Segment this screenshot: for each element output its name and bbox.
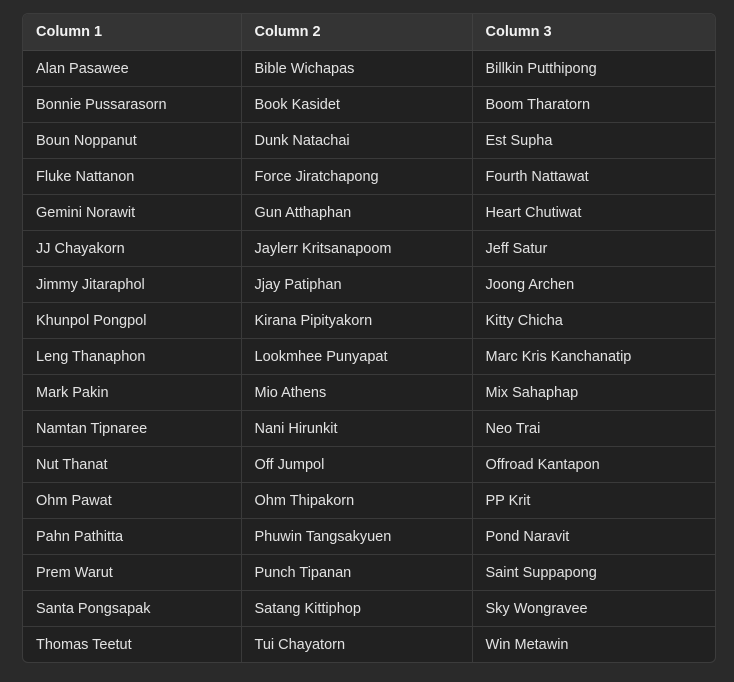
table-cell: Kitty Chicha — [472, 303, 715, 339]
table-cell: Jjay Patiphan — [241, 267, 472, 303]
table-cell: Phuwin Tangsakyuen — [241, 519, 472, 555]
table-cell: Kirana Pipityakorn — [241, 303, 472, 339]
table-cell: Offroad Kantapon — [472, 447, 715, 483]
table-header — [23, 14, 715, 51]
table-row — [23, 375, 715, 411]
table-cell: Satang Kittiphop — [241, 591, 472, 627]
table-cell: Neo Trai — [472, 411, 715, 447]
table-cell: Bonnie Pussarasorn — [23, 87, 241, 123]
table-cell: PP Krit — [472, 483, 715, 519]
table-row — [23, 303, 715, 339]
table-cell: Mio Athens — [241, 375, 472, 411]
table-cell: Sky Wongravee — [472, 591, 715, 627]
table-cell: Boom Tharatorn — [472, 87, 715, 123]
table-row — [23, 195, 715, 231]
table-cell: Bible Wichapas — [241, 51, 472, 87]
table-cell: Santa Pongsapak — [23, 591, 241, 627]
table-cell: Punch Tipanan — [241, 555, 472, 591]
table-row — [23, 627, 715, 663]
table-row — [23, 555, 715, 591]
table-cell: Off Jumpol — [241, 447, 472, 483]
table-cell: Prem Warut — [23, 555, 241, 591]
table-row — [23, 519, 715, 555]
table-cell: Dunk Natachai — [241, 123, 472, 159]
table-cell: Heart Chutiwat — [472, 195, 715, 231]
table-cell: Fluke Nattanon — [23, 159, 241, 195]
table-row — [23, 483, 715, 519]
table-cell: Namtan Tipnaree — [23, 411, 241, 447]
table-body — [23, 51, 715, 663]
table-cell: Boun Noppanut — [23, 123, 241, 159]
table-cell: Ohm Thipakorn — [241, 483, 472, 519]
table-cell: JJ Chayakorn — [23, 231, 241, 267]
table-cell: Mix Sahaphap — [472, 375, 715, 411]
table-cell: Thomas Teetut — [23, 627, 241, 663]
table-cell: Ohm Pawat — [23, 483, 241, 519]
table-row — [23, 267, 715, 303]
names-table — [23, 14, 715, 662]
table-cell: Lookmhee Punyapat — [241, 339, 472, 375]
column-header-3: Column 3 — [472, 14, 715, 51]
table-cell: Force Jiratchapong — [241, 159, 472, 195]
table-cell: Tui Chayatorn — [241, 627, 472, 663]
table-cell: Marc Kris Kanchanatip — [472, 339, 715, 375]
table-cell: Pond Naravit — [472, 519, 715, 555]
table-row — [23, 591, 715, 627]
table-cell: Nani Hirunkit — [241, 411, 472, 447]
table-row — [23, 231, 715, 267]
table-cell: Est Supha — [472, 123, 715, 159]
table-cell: Pahn Pathitta — [23, 519, 241, 555]
table-cell: Win Metawin — [485, 636, 569, 653]
table-row — [23, 411, 715, 447]
table-row — [23, 159, 715, 195]
table-row — [23, 339, 715, 375]
table-cell: Saint Suppapong — [472, 555, 715, 591]
table-cell: Gemini Norawit — [23, 195, 241, 231]
table-cell: Book Kasidet — [241, 87, 472, 123]
table-cell: Joong Archen — [472, 267, 715, 303]
table-cell: Mark Pakin — [23, 375, 241, 411]
table-cell: Fourth Nattawat — [472, 159, 715, 195]
table-cell: Nut Thanat — [23, 447, 241, 483]
names-table-container — [22, 13, 716, 663]
column-header-2: Column 2 — [241, 14, 472, 51]
table-cell: Leng Thanaphon — [23, 339, 241, 375]
table-cell: Alan Pasawee — [23, 51, 241, 87]
table-cell: Jeff Satur — [472, 231, 715, 267]
table-row — [23, 51, 715, 87]
table-cell: Gun Atthaphan — [241, 195, 472, 231]
column-header-1: Column 1 — [23, 14, 241, 51]
table-row — [23, 123, 715, 159]
table-cell: Billkin Putthipong — [472, 51, 715, 87]
table-cell: Khunpol Pongpol — [23, 303, 241, 339]
table-cell: Jaylerr Kritsanapoom — [241, 231, 472, 267]
table-cell: Jimmy Jitaraphol — [23, 267, 241, 303]
table-row — [23, 87, 715, 123]
table-header-row — [23, 14, 715, 51]
table-row — [23, 447, 715, 483]
